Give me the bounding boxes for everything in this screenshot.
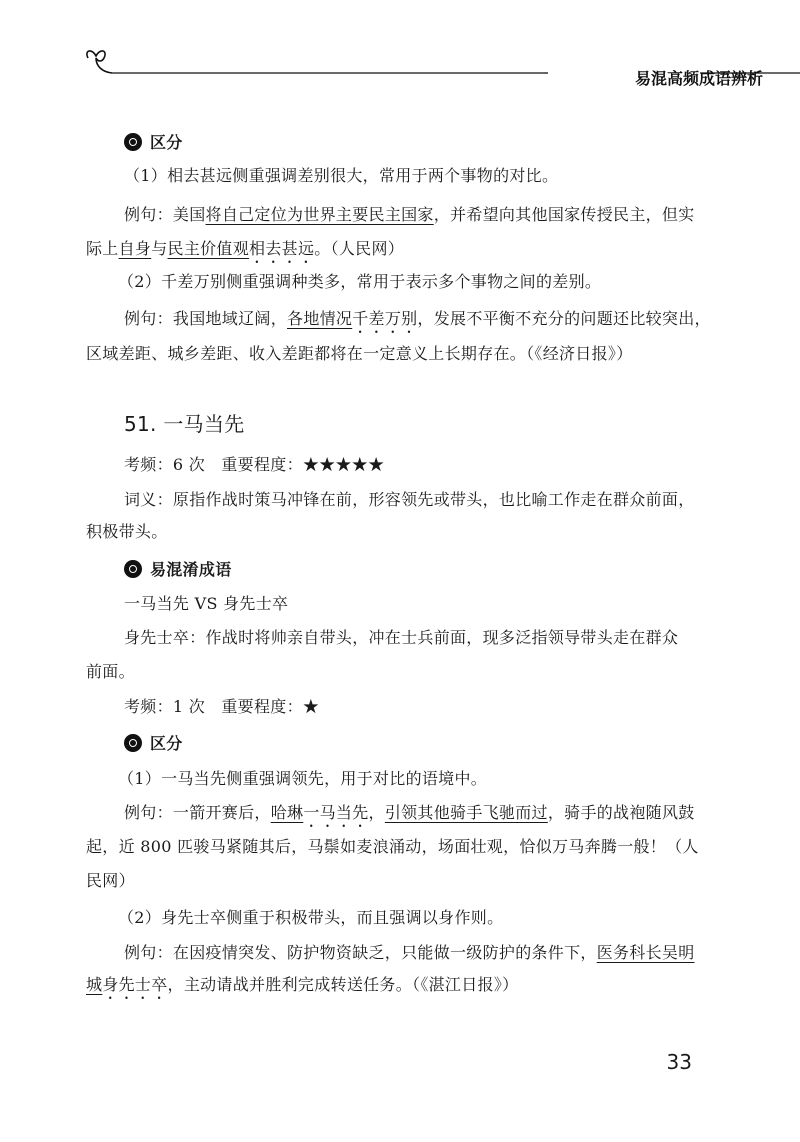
example-line: [124, 306, 711, 337]
header-title: 易混高频成语辨析: [635, 69, 764, 88]
underlined-text: 自身: [118, 239, 152, 258]
example-line: [124, 202, 695, 225]
underlined-text: 民主价值观: [167, 239, 250, 258]
section-heading: [124, 731, 183, 754]
compare-line: 一马当先 VS 身先士卒: [124, 594, 289, 613]
emphasized-idiom: 身先士卒: [102, 975, 168, 994]
bullet-icon: [124, 133, 142, 151]
text: ，主动请战并胜利完成转送任务。（《湛江日报》）: [167, 975, 519, 994]
underlined-text: 哈琳: [270, 803, 304, 822]
text: 例句：在因疫情突发、防护物资缺乏，只能做一级防护的条件下，: [124, 943, 597, 962]
paragraph: 区域差距、城乡差距、收入差距都将在一定意义上长期存在。（《经济日报》）: [86, 344, 633, 363]
paragraph: （1）相去甚远侧重强调差别很大，常用于两个事物的对比。: [124, 166, 559, 185]
underlined-text: 各地情况: [287, 309, 353, 328]
section-label: 区分: [150, 133, 183, 152]
text: 与: [151, 239, 168, 258]
section-heading: [124, 557, 232, 580]
paragraph: （2）千差万别侧重强调种类多，常用于表示多个事物之间的差别。: [118, 272, 602, 291]
example-line: [86, 972, 518, 1003]
frequency-line: 考频：6 次 重要程度：★★★★★: [124, 455, 385, 474]
example-line: [124, 940, 695, 963]
underlined-text: 城: [86, 975, 103, 994]
paragraph: 身先士卒：作战时将帅亲自带头，冲在士兵前面，现多泛指领导带头走在群众: [124, 628, 679, 647]
bullet-icon: [124, 560, 142, 578]
example-line: 起，近 800 匹骏马紧随其后，马鬃如麦浪涌动，场面壮观，恰似万马奔腾一般！（人: [86, 837, 699, 856]
text: ，: [368, 803, 385, 822]
underlined-text: 医务科长吴明: [596, 943, 695, 962]
emphasized-idiom: 千差万别: [352, 309, 418, 328]
page-header: [82, 44, 800, 88]
bullet-icon: [124, 734, 142, 752]
example-line: [86, 236, 404, 267]
text: 。（人民网）: [314, 239, 405, 258]
example-line: [124, 800, 695, 831]
example-line: 民网）: [86, 871, 135, 890]
paragraph: （2）身先士卒侧重于积极带头，而且强调以身作则。: [118, 908, 504, 927]
text: 际上: [86, 239, 119, 258]
underlined-text: 引领其他骑手飞驰而过: [384, 803, 548, 822]
entry-title: 51. 一马当先: [124, 412, 245, 436]
frequency-line: 考频：1 次 重要程度：★: [124, 697, 320, 716]
text: ，发展不平衡不充分的问题还比较突出，: [417, 309, 711, 328]
text: 例句：一箭开赛后，: [124, 803, 271, 822]
text: 例句：美国: [124, 205, 206, 224]
text: ，骑手的战袍随风鼓: [547, 803, 695, 822]
meaning-line: 词义：原指作战时策马冲锋在前，形容领先或带头，也比喻工作走在群众前面，: [124, 490, 695, 509]
emphasized-idiom: 相去甚远: [249, 239, 315, 258]
section-label: 易混淆成语: [150, 560, 232, 579]
text: 例句：我国地域辽阔，: [124, 309, 288, 328]
paragraph: 前面。: [86, 662, 135, 681]
text: ，并希望向其他国家传授民主，但实: [433, 205, 695, 224]
emphasized-idiom: 一马当先: [303, 803, 369, 822]
section-heading: [124, 130, 183, 153]
paragraph: （1）一马当先侧重强调领先，用于对比的语境中。: [118, 769, 488, 788]
underlined-text: 将自己定位为世界主要民主国家: [205, 205, 434, 224]
section-label: 区分: [150, 734, 183, 753]
page-number: 33: [666, 1050, 692, 1074]
meaning-line: 积极带头。: [86, 522, 168, 541]
